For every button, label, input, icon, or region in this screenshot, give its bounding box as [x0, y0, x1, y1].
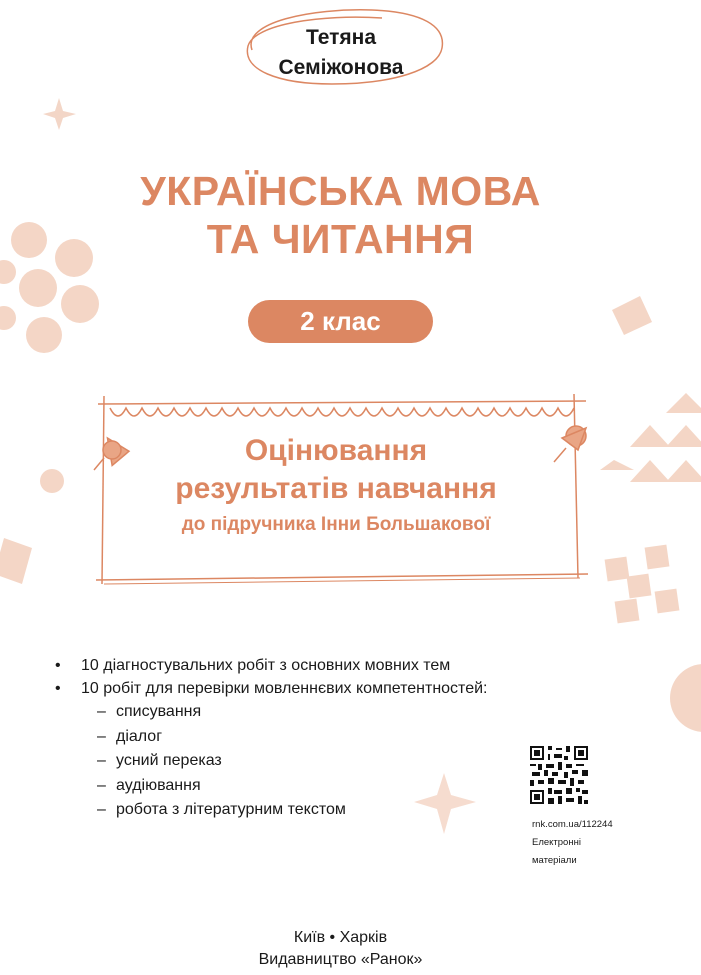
- feature-text: 10 діагностувальних робіт з основних мовних тем: [81, 657, 451, 674]
- dash-icon: –: [97, 727, 106, 745]
- feature-text: 10 робіт для перевірки мовленнєвих компетентностей:: [81, 680, 488, 697]
- footer-cities: Київ • Харків: [293, 929, 388, 946]
- dash-icon: –: [97, 703, 106, 720]
- list-item: [55, 798, 575, 823]
- circle-shape: [670, 664, 701, 732]
- square-shape: [612, 296, 652, 335]
- author-last-name: Семіжонова: [278, 56, 404, 79]
- list-item: [55, 654, 575, 677]
- list-item: [55, 749, 575, 774]
- list-item: [55, 700, 575, 725]
- competency-text: усний переказ: [116, 752, 222, 769]
- bullet-icon: •: [55, 657, 61, 674]
- triangle-pattern: [600, 393, 701, 482]
- diamond-shape: [0, 538, 32, 584]
- competency-text: аудіювання: [116, 776, 201, 794]
- footer-publisher: Видавництво «Ранок»: [258, 951, 423, 968]
- checker-pattern: [605, 545, 680, 624]
- grade-badge: 2 клас: [248, 300, 433, 343]
- qr-code-icon[interactable]: [530, 746, 588, 804]
- dash-icon: –: [97, 776, 106, 794]
- list-item: [55, 774, 575, 799]
- dash-icon: –: [97, 752, 106, 769]
- subtitle-line-1: Оцінювання: [244, 434, 428, 467]
- subtitle-line-2: результатів навчання: [175, 472, 497, 505]
- list-item: [55, 677, 575, 700]
- feature-list: [55, 654, 575, 823]
- list-item: [55, 725, 575, 750]
- qr-url[interactable]: rnk.com.ua/112244: [532, 819, 613, 830]
- competency-text: діалог: [116, 727, 163, 745]
- qr-label-line-1: Електронні: [532, 837, 581, 848]
- qr-label-line-2: матеріали: [532, 855, 577, 866]
- competency-text: списування: [116, 703, 202, 720]
- book-title-line-1: УКРАЇНСЬКА МОВА: [140, 168, 541, 214]
- subtitle-line-3: до підручника Інни Большакової: [181, 514, 491, 535]
- dash-icon: –: [97, 801, 106, 818]
- bullet-icon: •: [55, 680, 61, 697]
- star-icon: [43, 98, 76, 130]
- author-first-name: Тетяна: [305, 26, 377, 49]
- book-title-line-2: ТА ЧИТАННЯ: [206, 216, 475, 262]
- competency-text: робота з літературним текстом: [116, 801, 346, 818]
